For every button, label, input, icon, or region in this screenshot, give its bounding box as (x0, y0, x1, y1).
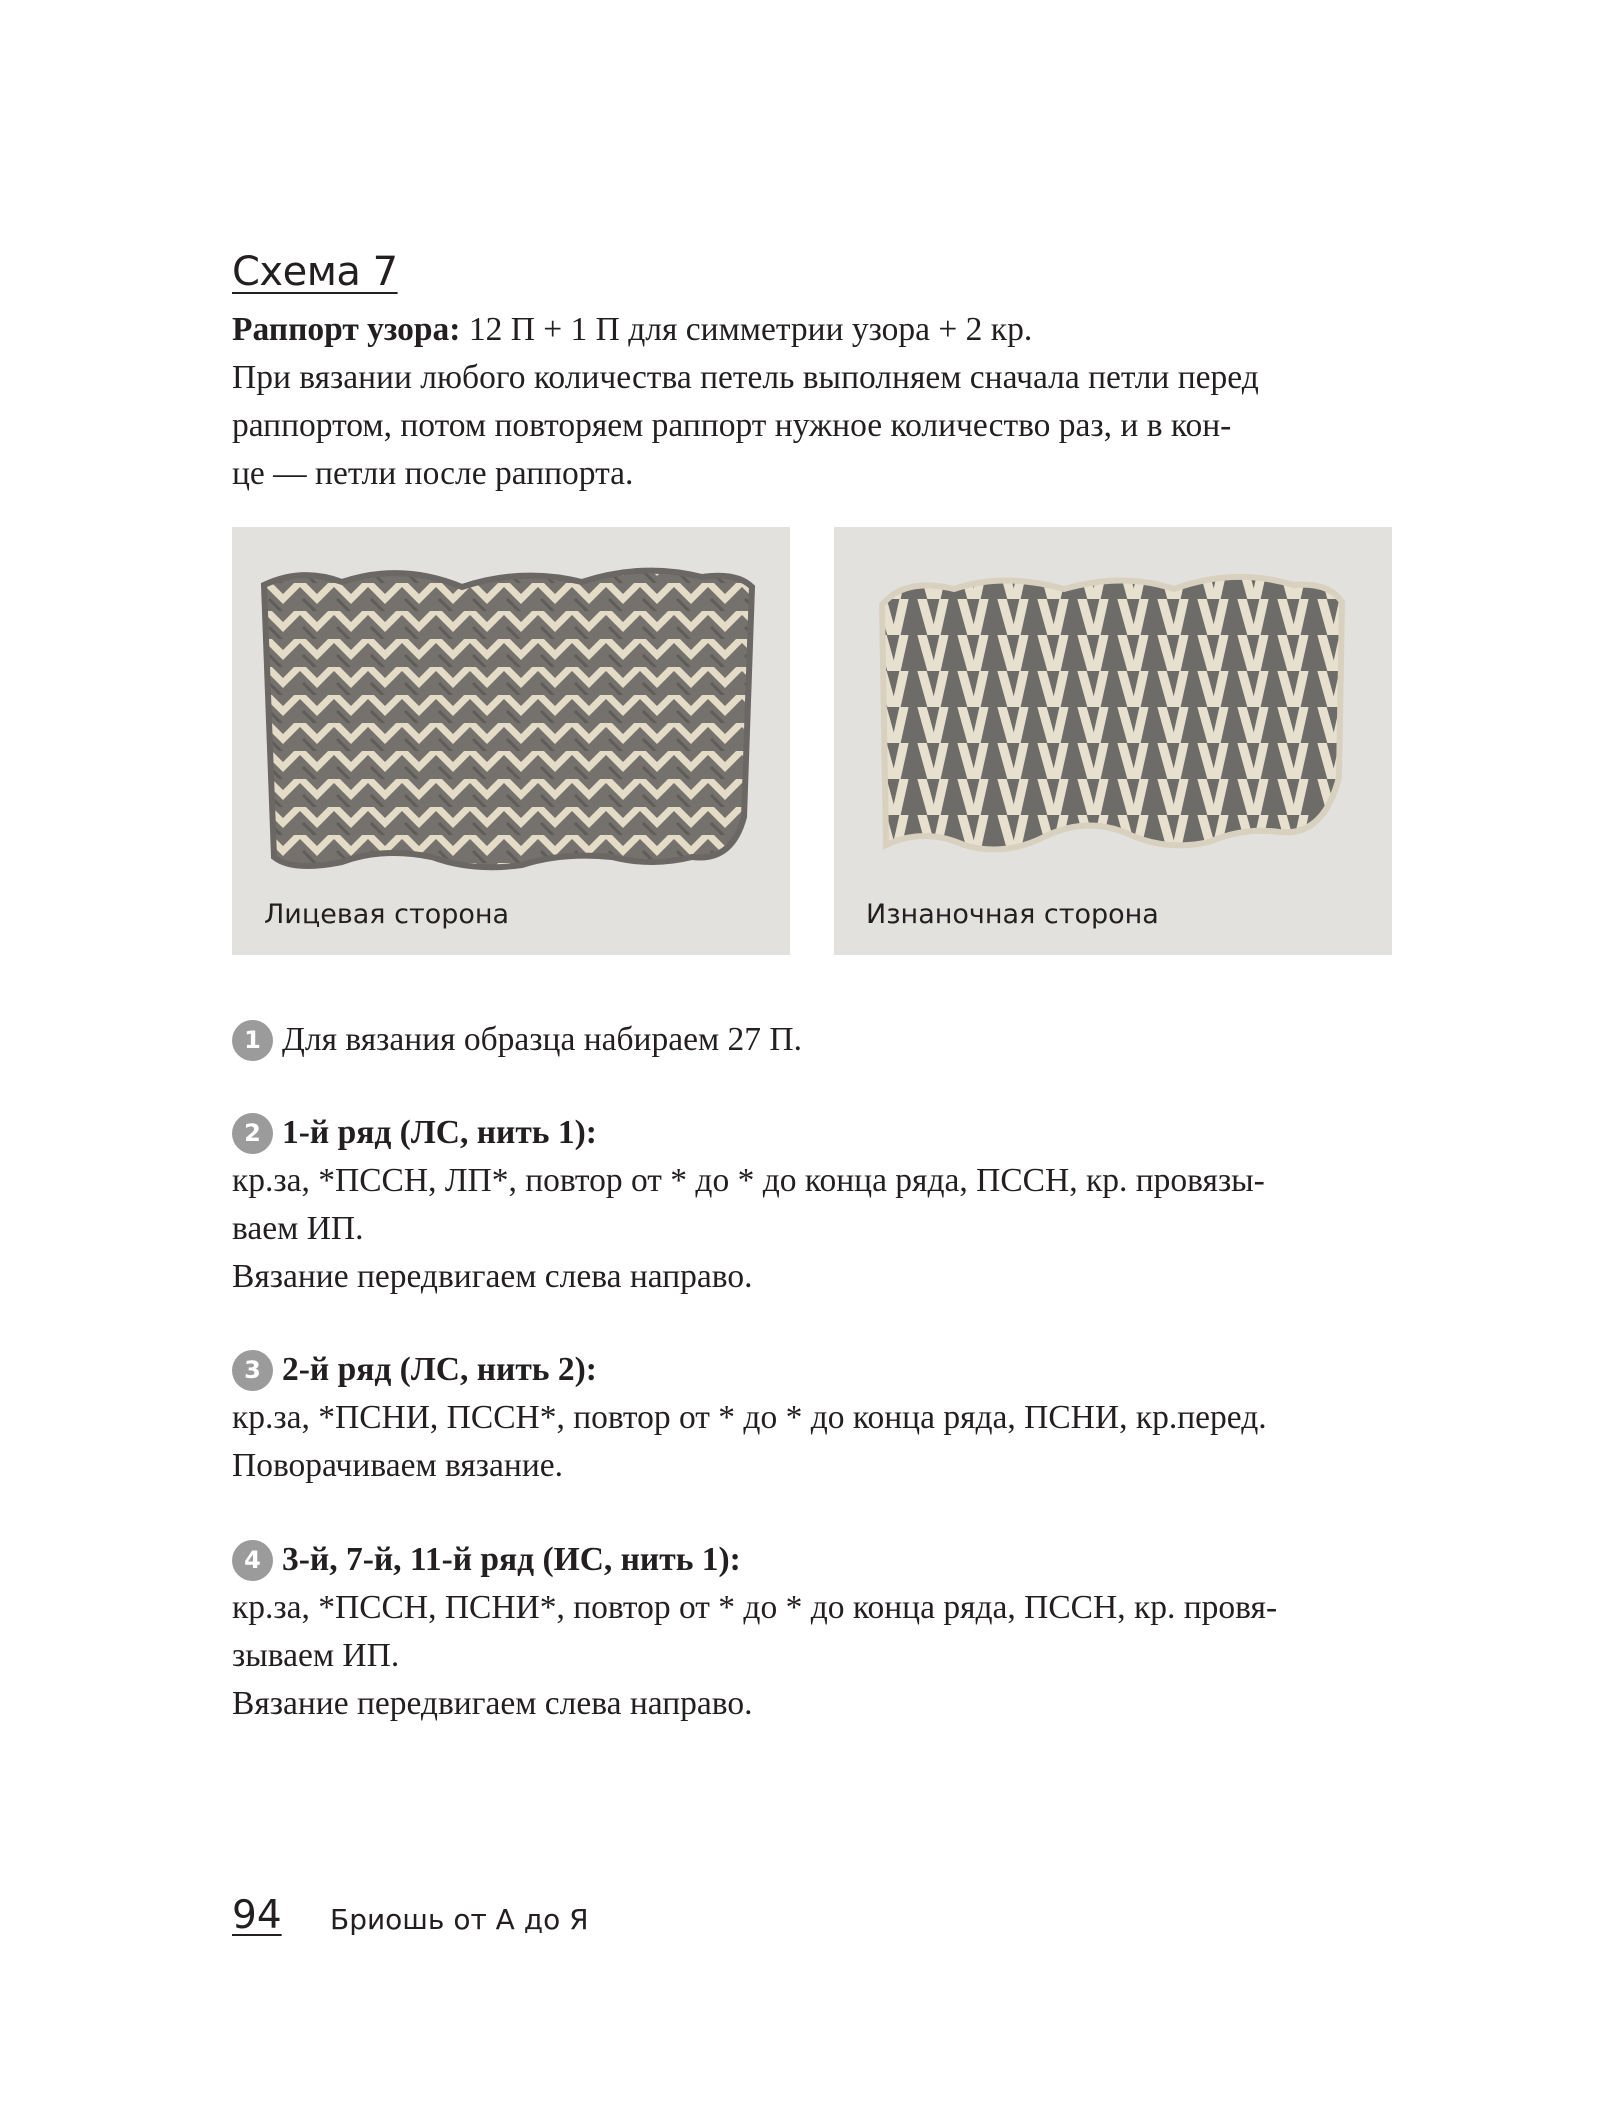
step-text: кр.за, *ПСНИ, ПССН*, повтор от * до * до конца ряда, ПСНИ, кр.перед. (232, 1399, 1267, 1436)
step-line (232, 1016, 1402, 1064)
knit-swatch-back-image (834, 527, 1392, 955)
knit-swatch-front-image (232, 527, 790, 955)
step-heading: 3-й, 7-й, 11-й ряд (ИС, нить 1): (282, 1541, 741, 1578)
step-heading: 2-й ряд (ЛС, нить 2): (282, 1351, 597, 1388)
photo-caption: Изнаночная сторона (866, 899, 1159, 930)
step-text: ваем ИП. (232, 1210, 364, 1247)
step-2 (232, 1109, 1402, 1301)
rapport-text: 12 П + 1 П для симметрии узора + 2 кр. (460, 311, 1033, 348)
running-book-title: Бриошь от А до Я (330, 1903, 589, 1936)
rapport-paragraph (232, 306, 1392, 354)
step-text: Для вязания образца набираем 27 П. (282, 1021, 802, 1058)
page-number: 94 (232, 1893, 282, 1938)
step-4 (232, 1536, 1402, 1728)
photo-caption: Лицевая сторона (264, 899, 510, 930)
intro-line: При вязании любого количества петель выполняем сначала петли перед (232, 359, 1259, 396)
page-heading: Схема 7 (232, 249, 398, 295)
step-number-badge: 1 (232, 1020, 273, 1061)
step-3 (232, 1346, 1402, 1490)
step-text: Вязание передвигаем слева направо. (232, 1258, 753, 1295)
rapport-label: Раппорт узора: (232, 311, 461, 348)
step-heading-line (232, 1109, 1402, 1157)
step-heading-line (232, 1346, 1402, 1394)
intro-line: це — петли после раппорта. (232, 455, 634, 492)
step-text: кр.за, *ПССН, ПСНИ*, повтор от * до * до конца ряда, ПССН, кр. провя- (232, 1589, 1278, 1626)
photo-right-side (232, 527, 790, 955)
step-number-badge: 3 (232, 1350, 273, 1391)
step-text: Вязание передвигаем слева направо. (232, 1685, 753, 1722)
step-heading-line (232, 1536, 1402, 1584)
step-text: кр.за, *ПССН, ЛП*, повтор от * до * до конца ряда, ПССН, кр. провязы- (232, 1162, 1265, 1199)
step-1 (232, 1016, 1402, 1064)
photo-wrong-side (834, 527, 1392, 955)
step-number-badge: 4 (232, 1540, 273, 1581)
intro-line: раппортом, потом повторяем раппорт нужное количество раз, и в кон- (232, 407, 1232, 444)
step-text: зываем ИП. (232, 1637, 400, 1674)
step-heading: 1-й ряд (ЛС, нить 1): (282, 1114, 597, 1151)
intro-paragraph (232, 354, 1392, 498)
step-text: Поворачиваем вязание. (232, 1447, 564, 1484)
step-number-badge: 2 (232, 1113, 273, 1154)
